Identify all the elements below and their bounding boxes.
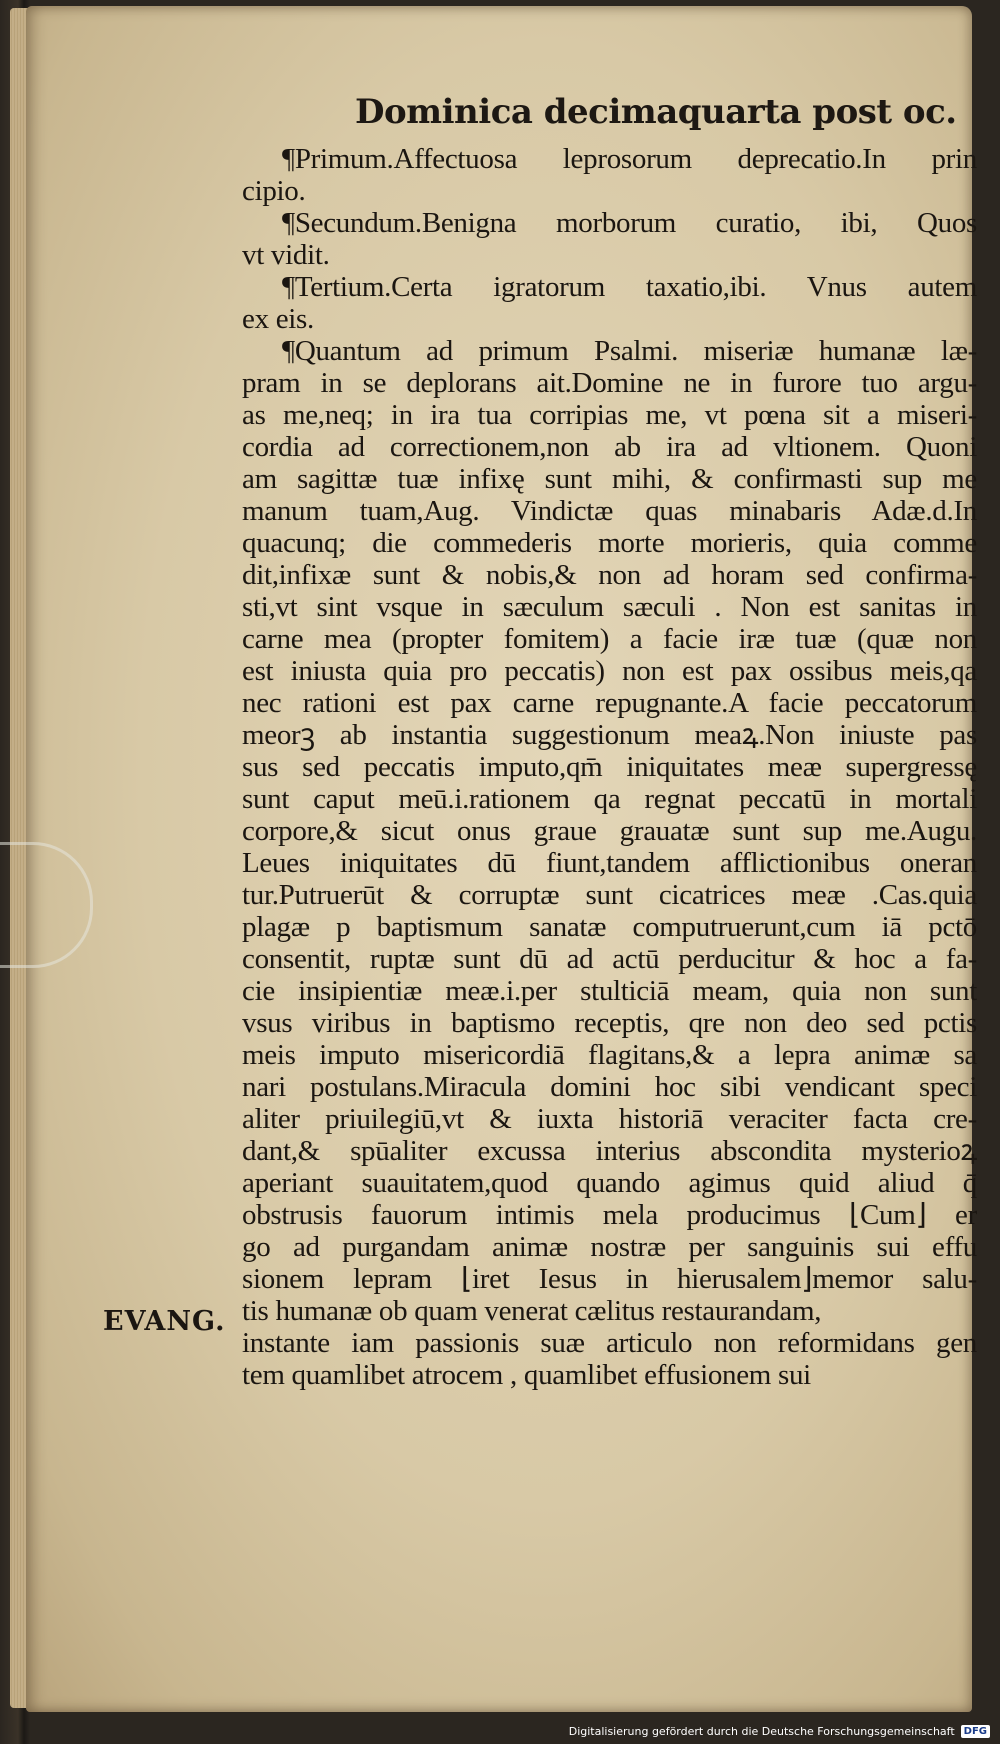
text-line: corpore,& sicut onus graue grauatæ sunt sup me.Augu. bbox=[242, 815, 977, 847]
text-line: aliter priuilegiū,vt & iuxta historiā veraciter facta cre- bbox=[242, 1103, 977, 1135]
text-line: plagæ p baptismum sanatæ computruerunt,cum iā pctō bbox=[242, 911, 977, 943]
text-line: ¶Tertium.Certa igratorum taxatio,ibi. Vnus autem bbox=[282, 271, 977, 303]
text-line: tem quamlibet atrocem , quamlibet effusionem sui bbox=[242, 1359, 811, 1391]
text-line: obstrusis fauorum intimis mela producimus ⌊Cum⌋ er bbox=[242, 1199, 977, 1231]
text-line: sionem lepram ⌊iret Iesus in hierusalem⌋memor salu- bbox=[242, 1263, 977, 1295]
text-line: am sagittæ tuæ infixę sunt mihi, & confirmasti sup me bbox=[242, 463, 977, 495]
text-line: cie insipientiæ meæ.i.per stulticiā meam, quia non sunt bbox=[242, 975, 977, 1007]
text-line: meorꝫ ab instantia suggestionum meaꝝ.Non iniuste pas bbox=[242, 719, 977, 751]
margin-note: EVANG. bbox=[103, 1306, 226, 1337]
text-line: sti,vt sint vsque in sæculum sæculi . Non est sanitas in bbox=[242, 591, 977, 623]
text-line: vt vidit. bbox=[242, 239, 330, 271]
text-line: as me,neq; in ira tua corripias me, vt pœna sit a miseri- bbox=[242, 399, 977, 431]
text-line: dit,infixæ sunt & nobis,& non ad horam sed confirma- bbox=[242, 559, 977, 591]
text-line: sus sed peccatis imputo,qm̄ iniquitates meæ supergressę bbox=[242, 751, 977, 783]
text-line: ¶Quantum ad primum Psalmi. miseriæ humanæ læ- bbox=[282, 335, 977, 367]
footer-credit bbox=[569, 1720, 990, 1742]
text-line: Leues iniquitates dū fiunt,tandem afflictionibus oneran bbox=[242, 847, 977, 879]
body-text bbox=[242, 143, 977, 1391]
text-line: aperiant suauitatem,quod quando agimus quid aliud q̄ bbox=[242, 1167, 977, 1199]
text-line: nec rationi est pax carne repugnante.A facie peccatorum bbox=[242, 687, 977, 719]
text-line: quacunq; die commederis morte morieris, quia comme bbox=[242, 527, 977, 559]
text-line: tur.Putruerūt & corruptæ sunt cicatrices meæ .Cas.quia bbox=[242, 879, 977, 911]
text-line: nari postulans.Miracula domini hoc sibi vendicant speci bbox=[242, 1071, 977, 1103]
text-line: cordia ad correctionem,non ab ira ad vltionem. Quoni bbox=[242, 431, 977, 463]
text-line: cipio. bbox=[242, 175, 306, 207]
text-line: sunt caput meū.i.rationem qa regnat peccatū in mortali bbox=[242, 783, 977, 815]
text-line: vsus viribus in baptismo receptis, qre non deo sed pctis bbox=[242, 1007, 977, 1039]
footer-credit-text: Digitalisierung gefördert durch die Deutsche Forschungsgemeinschaft bbox=[568, 1724, 955, 1738]
text-line: pram in se deplorans ait.Domine ne in furore tuo argu- bbox=[242, 367, 977, 399]
text-line: instante iam passionis suæ articulo non reformidans gen bbox=[242, 1327, 977, 1359]
text-line: meis imputo misericordiā flagitans,& a lepra animæ sa bbox=[242, 1039, 977, 1071]
text-line: go ad purgandam animæ nostræ per sanguinis sui effu bbox=[242, 1231, 977, 1263]
text-line: consentit, ruptæ sunt dū ad actū perducitur & hoc a fa- bbox=[242, 943, 977, 975]
running-title: Dominica decimaquarta post oc. bbox=[355, 92, 957, 132]
text-line: dant,& spūaliter excussa interius abscondita mysterioꝝ bbox=[242, 1135, 977, 1167]
text-line: manum tuam,Aug. Vindictæ quas minabaris Adæ.d.In bbox=[242, 495, 977, 527]
text-line: tis humanæ ob quam venerat cælitus restaurandam, bbox=[242, 1295, 822, 1327]
text-line: ¶Secundum.Benigna morborum curatio, ibi, Quos bbox=[282, 207, 977, 239]
text-line: ex eis. bbox=[242, 303, 314, 335]
text-line: ¶Primum.Affectuosa leprosorum deprecatio.In prin bbox=[282, 143, 977, 175]
text-line: est iniusta quia pro peccatis) non est pax ossibus meis,qa bbox=[242, 655, 977, 687]
text-line: carne mea (propter fomitem) a facie iræ tuæ (quæ non bbox=[242, 623, 977, 655]
dfg-logo: DFG bbox=[961, 1725, 990, 1738]
